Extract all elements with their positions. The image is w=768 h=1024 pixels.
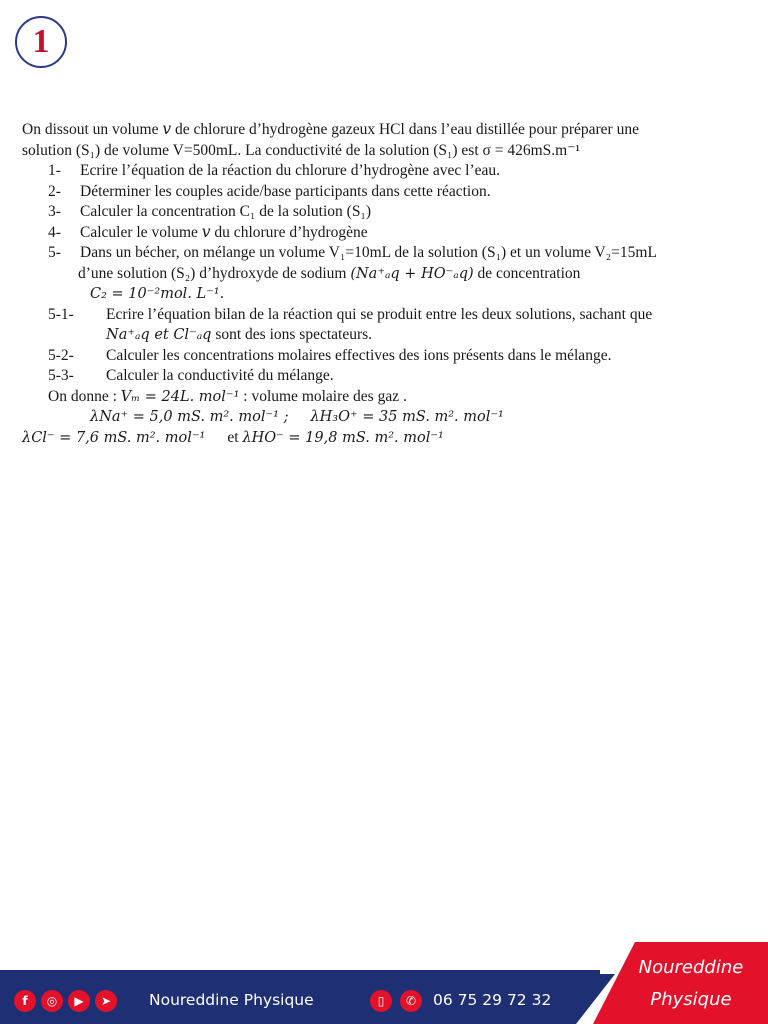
question-2: 2- Déterminer les couples acide/base participants dans cette réaction. — [48, 182, 491, 200]
footer-name: Noureddine Physique — [149, 991, 314, 1009]
lambda-line-1: λNa⁺ = 5,0 mS. m². mol⁻¹ ; λH₃O⁺ = 35 mS. m². mol⁻¹ — [90, 409, 504, 425]
whatsapp-icon[interactable]: ✆ — [400, 990, 422, 1012]
question-3: 3- Calculer la concentration C₁ de la solution (S₁) — [48, 203, 372, 220]
telegram-icon[interactable]: ➤ — [95, 990, 117, 1012]
instagram-icon[interactable]: ◎ — [41, 990, 63, 1012]
question-5-1-line-2: Na⁺ₐq et Cl⁻ₐq sont des ions spectateurs. — [106, 326, 373, 343]
footer-phone: 06 75 29 72 32 — [433, 991, 552, 1009]
phone-icon[interactable]: ▯ — [370, 990, 392, 1012]
social-icons — [14, 990, 117, 1012]
intro-line-2: solution (S₁) de volume V=500mL. La conductivité de la solution (S₁) est σ = 426mS.m⁻¹ — [22, 141, 581, 159]
brand-logo: Noureddine Physique — [638, 957, 744, 1010]
given-data-line: On donne : Vₘ = 24L. mol⁻¹ : volume molaire des gaz . — [48, 387, 407, 405]
question-1: 1- Ecrire l’équation de la réaction du chlorure d’hydrogène avec l’eau. — [48, 162, 501, 179]
intro-line-1: On dissout un volume 𝑣 de chlorure d’hydrogène gazeux HCl dans l’eau distillée pour préparer une — [22, 121, 639, 138]
question-5: 5- Dans un bécher, on mélange un volume V₁=10mL de la solution (S₁) et un volume V₂=15mL — [48, 244, 657, 261]
question-5-3: 5-3- Calculer la conductivité du mélange. — [48, 367, 334, 384]
question-5-line-3: C₂ = 10⁻²mol. L⁻¹. — [90, 286, 225, 302]
question-5-2: 5-2- Calculer les concentrations molaires effectives des ions présents dans le mélange. — [48, 346, 612, 364]
question-4: 4- Calculer le volume 𝑣 du chlorure d’hydrogène — [48, 223, 368, 241]
exercise-text — [22, 120, 748, 448]
exercise-number-badge: 1 — [15, 16, 67, 68]
contact-icons — [370, 990, 422, 1012]
question-5-line-2: d’une solution (S₂) d’hydroxyde de sodium (Na⁺ₐq + HO⁻ₐq) de concentration — [78, 264, 581, 282]
question-5-1: 5-1- Ecrire l’équation bilan de la réaction qui se produit entre les deux solutions, sachant que — [48, 305, 653, 323]
facebook-icon[interactable]: f — [14, 990, 36, 1012]
lambda-line-2: λCl⁻ = 7,6 mS. m². mol⁻¹ et λHO⁻ = 19,8 mS. m². mol⁻¹ — [22, 428, 444, 446]
youtube-icon[interactable]: ▶ — [68, 990, 90, 1012]
